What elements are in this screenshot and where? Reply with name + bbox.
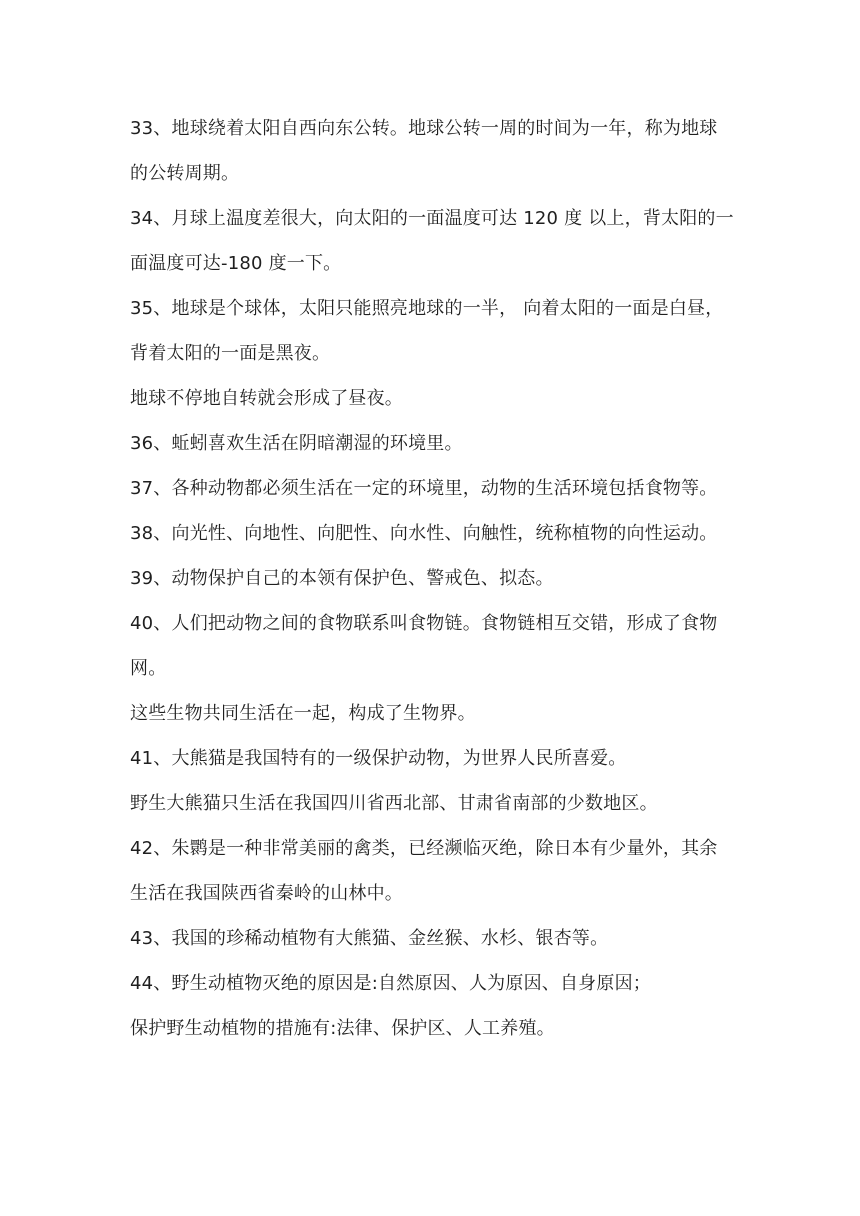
text-line-33a: 33、地球绕着太阳自西向东公转。地球公转一周的时间为一年，称为地球 [130, 118, 718, 139]
text-line-34a: 34、月球上温度差很大，向太阳的一面温度可达 120 度 以上，背太阳的一 [130, 208, 734, 229]
text-line-35b: 背着太阳的一面是黑夜。 [130, 343, 331, 364]
text-line-37: 37、各种动物都必须生活在一定的环境里，动物的生活环境包括食物等。 [130, 478, 718, 499]
text-line-44b: 保护野生动植物的措施有:法律、保护区、人工养殖。 [130, 1018, 555, 1039]
text-line-40b: 网。 [130, 658, 167, 679]
text-line-36: 36、蚯蚓喜欢生活在阴暗潮湿的环境里。 [130, 433, 463, 454]
text-line-41b: 野生大熊猫只生活在我国四川省西北部、甘肃省南部的少数地区。 [130, 793, 658, 814]
text-line-41a: 41、大熊猫是我国特有的一级保护动物，为世界人民所喜爱。 [130, 748, 627, 769]
text-line-33b: 的公转周期。 [130, 163, 240, 184]
text-line-34b: 面温度可达-180 度一下。 [130, 253, 342, 274]
text-line-44a: 44、野生动植物灭绝的原因是:自然原因、人为原因、自身原因； [130, 973, 651, 994]
text-line-38: 38、向光性、向地性、向肥性、向水性、向触性，统称植物的向性运动。 [130, 523, 718, 544]
text-line-40c: 这些生物共同生活在一起，构成了生物界。 [130, 703, 476, 724]
text-line-39: 39、动物保护自己的本领有保护色、警戒色、拟态。 [130, 568, 554, 589]
text-line-35a: 35、地球是个球体，太阳只能照亮地球的一半， 向着太阳的一面是白昼， [130, 298, 724, 319]
text-line-40a: 40、人们把动物之间的食物联系叫食物链。食物链相互交错，形成了食物 [130, 613, 718, 634]
text-line-35c: 地球不停地自转就会形成了昼夜。 [130, 388, 403, 409]
text-line-42a: 42、朱鹮是一种非常美丽的禽类，已经濒临灭绝，除日本有少量外，其余 [130, 838, 718, 859]
text-line-42b: 生活在我国陕西省秦岭的山林中。 [130, 883, 403, 904]
text-line-43: 43、我国的珍稀动植物有大熊猫、金丝猴、水杉、银杏等。 [130, 928, 609, 949]
